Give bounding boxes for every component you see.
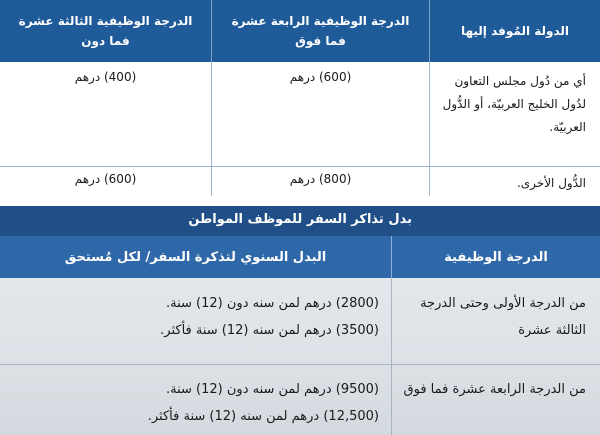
cell-grade: من الدرجة الرابعة عشرة فما فوق	[403, 382, 586, 397]
allowance-line: (3500) درهم لمن سنه (12) سنة فأكثر.	[160, 323, 379, 338]
allowance-line: (9500) درهم لمن سنه دون (12) سنة.	[166, 382, 379, 397]
cell-country: الدُّول الأخرى.	[516, 176, 586, 190]
table-row	[0, 166, 600, 196]
header-country: الدولة المُوفد إليها	[460, 24, 570, 38]
table-gap	[0, 196, 600, 206]
cell-allowance	[0, 364, 392, 435]
allowance-line: (12,500) درهم لمن سنه (12) سنة فأكثر.	[147, 409, 379, 424]
header-annual-allowance: البدل السنوي لتذكرة السفر/ لكل مُستحق	[0, 236, 392, 278]
table-header	[0, 0, 600, 62]
cell-grade: من الدرجة الأولى وحتى الدرجة الثالثة عشرة	[420, 296, 586, 338]
header-grade-14-up: الدرجة الوظيفية الرابعة عشرة فما فوق	[212, 0, 430, 62]
header-grade: الدرجة الوظيفية	[444, 249, 548, 265]
cell-grade-14-up: (800) درهم	[212, 166, 430, 196]
cell-grade-14-up: (600) درهم	[212, 62, 430, 166]
hotel-allowance-table	[0, 0, 600, 197]
cell-country: أي من دُول مجلس التعاون لدُول الخليج العربيّة، أو الدُّول العربيّة.	[442, 74, 586, 134]
cell-allowance	[0, 278, 392, 364]
cell-grade-13-down: (400) درهم	[0, 62, 212, 166]
allowance-line: (2800) درهم لمن سنه دون (12) سنة.	[166, 296, 379, 311]
cell-grade-13-down: (600) درهم	[0, 166, 212, 196]
header-grade-13-down: الدرجة الوظيفية الثالثة عشرة فما دون	[0, 0, 212, 62]
table-header	[0, 236, 600, 278]
table-row	[0, 62, 600, 167]
travel-ticket-allowance-table	[0, 206, 600, 435]
table-title: بدل تذاكر السفر للموظف المواطن	[0, 206, 600, 236]
table-row	[0, 278, 600, 365]
table-row	[0, 364, 600, 435]
